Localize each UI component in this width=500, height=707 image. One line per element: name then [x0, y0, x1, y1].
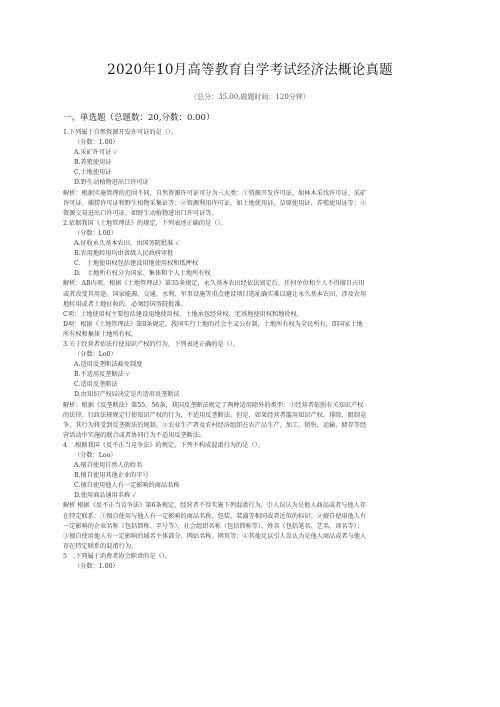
line-text: 解析：AB内项，根据《土地管理法》第35条规定，永久基本农田经依法划定后，任何单位和个人不得擅自占用 — [63, 280, 365, 288]
explanation-line — [63, 431, 443, 441]
line-text: B.擅自使用其他企业的字号 — [74, 472, 149, 480]
check-mark-icon: √ — [175, 240, 180, 248]
line-text: （分数：1.00） — [74, 139, 119, 147]
question-score — [63, 229, 443, 239]
explanation-line — [63, 401, 443, 411]
answer-option — [63, 360, 443, 370]
explanation-line — [63, 411, 443, 421]
answer-option — [63, 239, 443, 249]
question-text — [63, 552, 443, 562]
line-text: 3.关于经营者依法行使知识产权的行为，下列表述正确的是（）。 — [63, 340, 240, 348]
question-score — [63, 350, 443, 360]
document-subtitle: （总分：35.00,做题时间：120分钟） — [190, 93, 310, 101]
line-text: C项：土地使用权主要包括建设用地使用权、土地承包经营权、宅基地使用权和地役权。 — [63, 310, 303, 318]
answer-option — [63, 491, 443, 501]
question-text — [63, 128, 443, 138]
question-score — [63, 562, 443, 572]
line-text: 一定影响的企业名称（包括简称、字号等）、社会组织名称（包括简称等）、姓名（包括笔名、艺名、译名等）； — [63, 522, 364, 530]
question-score — [63, 138, 443, 148]
answer-option — [63, 249, 443, 259]
answer-option — [63, 370, 443, 380]
line-text: 5 .下列属于消费者协会职责的是（）。 — [63, 552, 171, 560]
explanation-line — [63, 421, 443, 431]
line-text: C.土地使用证 — [74, 169, 112, 177]
check-mark-icon: √ — [132, 492, 137, 500]
question-score — [63, 451, 443, 461]
answer-option — [63, 390, 443, 400]
line-text: C. 土地使用权包括建设用地使用权和抵押权 — [74, 260, 199, 268]
line-text: 所有权和集体土地所有权。 — [63, 330, 138, 338]
line-text: A.适用反垄断法豁免制度 — [74, 361, 143, 369]
line-text: B.不适用反垄断法 — [74, 371, 124, 379]
line-text: 4 .根据我国《反不正当竞争法》的规定，下列不构成混淆行为的是（）。 — [63, 441, 264, 449]
line-text: （分数：Loo） — [74, 452, 117, 459]
section-heading: 一、单选题（总题数：20,分数：0.00） — [63, 113, 215, 123]
line-text: A.擅自使用自然人的姓名 — [74, 462, 143, 470]
document-title: 2020年10月高等教育自学考试经济法概论真题 — [107, 62, 393, 78]
explanation-line — [63, 330, 443, 340]
explanation-line — [63, 189, 443, 199]
line-text: （分数：l.00） — [74, 229, 117, 237]
answer-option — [63, 481, 443, 491]
line-text: 的法律、行政法规规定行使知识产权的行为，不适用反垄断法。但是，如果经营者滥用知识产权，排除、限制竞 — [63, 411, 367, 419]
explanation-line — [63, 532, 443, 542]
explanation-line — [63, 542, 443, 552]
answer-option — [63, 461, 443, 471]
line-text: B.养殖使用证 — [74, 159, 112, 167]
explanation-line — [63, 320, 443, 330]
line-text: 1.下列属于自然资源开发许可证的是（）。 — [63, 129, 178, 136]
answer-option — [63, 471, 443, 481]
line-text: D.野生动植物进出口许可证 — [74, 179, 149, 187]
explanation-line — [63, 290, 443, 300]
line-text: （分数：Lo0） — [74, 351, 117, 359]
line-text: 存在特定联系的混淆行为。 — [63, 542, 138, 550]
line-text: 2.依据我国《土地管理法》的规定，下列表述正确的是（）。 — [63, 219, 227, 227]
line-text: ③擅自使用他人有一定影响的域名主体部分、网站名称、网页等；④其他足以引人误认为是他人商品或者与他人 — [63, 532, 367, 540]
line-text: 争，其行为将受到反垄断法的规制。②农业生产者及农村经济组织在农产品生产、加工、销售、运输、储存等经 — [63, 421, 367, 429]
line-text: B.农用地转用均由省级人民政府审批 — [74, 250, 174, 258]
answer-option — [63, 269, 443, 279]
question-list — [63, 128, 443, 572]
question-text — [63, 441, 443, 451]
line-text: 在特定联系：①擅自使用与他人有一定影响的商品名称、包装、装潢等相同或者近似的标识；②擅自使用他人有 — [63, 512, 367, 520]
line-text: 或者改变其用途。国家能源、交通、水利、军事设施等重点建设项目选址确实难以避让永久基本农田，涉及农用 — [63, 290, 367, 298]
explanation-line — [63, 300, 443, 310]
explanation-line — [63, 310, 443, 320]
line-text: D.使用商品通用名称 — [74, 492, 131, 500]
line-text: 资源交易进出口许可证，如野生动植物进出口许可证等。 — [63, 209, 218, 217]
answer-option — [63, 178, 443, 188]
answer-option — [63, 148, 443, 158]
answer-option — [63, 380, 443, 390]
line-text: C.适用反垄断法 — [74, 381, 118, 389]
line-text: A.征收永久基本农田，由国务院批准 — [74, 240, 174, 248]
check-mark-icon: √ — [113, 149, 118, 157]
line-text: 解析 根据《反不正当竞争法》第6条规定，经营者不得实施下列混淆行为，引人误认为是他人商品或者与他人存 — [63, 502, 366, 510]
line-text: （分数：1.00） — [74, 563, 119, 571]
explanation-line — [63, 199, 443, 209]
explanation-line — [63, 512, 443, 522]
explanation-line — [63, 209, 443, 219]
line-text: C.擅自使用他人有一定影响的商品名称 — [74, 482, 180, 490]
explanation-line — [63, 279, 443, 289]
check-mark-icon: √ — [125, 371, 130, 379]
line-text: D. 土地所有权分为国家、集体和个人土地所有权 — [74, 270, 211, 278]
explanation-line — [63, 501, 443, 511]
line-text: 许可证、捕捞许可证和野生植物采集证等；②资源利用许可证，如土地使用证、草原使用证、养殖使用证等；③ — [63, 199, 367, 207]
line-text: 解析：根据《反垄断法》第55、56条，我国反垄断法规定了两种适用除外的类型：①经营者依照有关知识产权 — [63, 401, 364, 409]
line-text: 地转用或者土地征收的，必须经国务院批准。 — [63, 300, 187, 308]
question-text — [63, 340, 443, 350]
line-text: D项：根据《土地管理法》第9条规定，我国实行土地的社会主义公有制，土地所有权为全民所有，即国家土地 — [63, 320, 363, 328]
answer-option — [63, 168, 443, 178]
line-text: 营活动中实施的联合或者协同行为不适用反垄断法。 — [63, 431, 206, 439]
question-text — [63, 219, 443, 229]
line-text: 解析：根据实施管理的范围不同，自然资源许可证可分为三大类：①资源开发许可证，如林木采伐许可证、采矿 — [63, 189, 367, 197]
line-text: D.由知识产权局决定是否适用反垄断法 — [74, 391, 180, 399]
answer-option — [63, 158, 443, 168]
explanation-line — [63, 522, 443, 532]
answer-option — [63, 259, 443, 269]
line-text: A.采矿许可证 — [74, 149, 112, 157]
